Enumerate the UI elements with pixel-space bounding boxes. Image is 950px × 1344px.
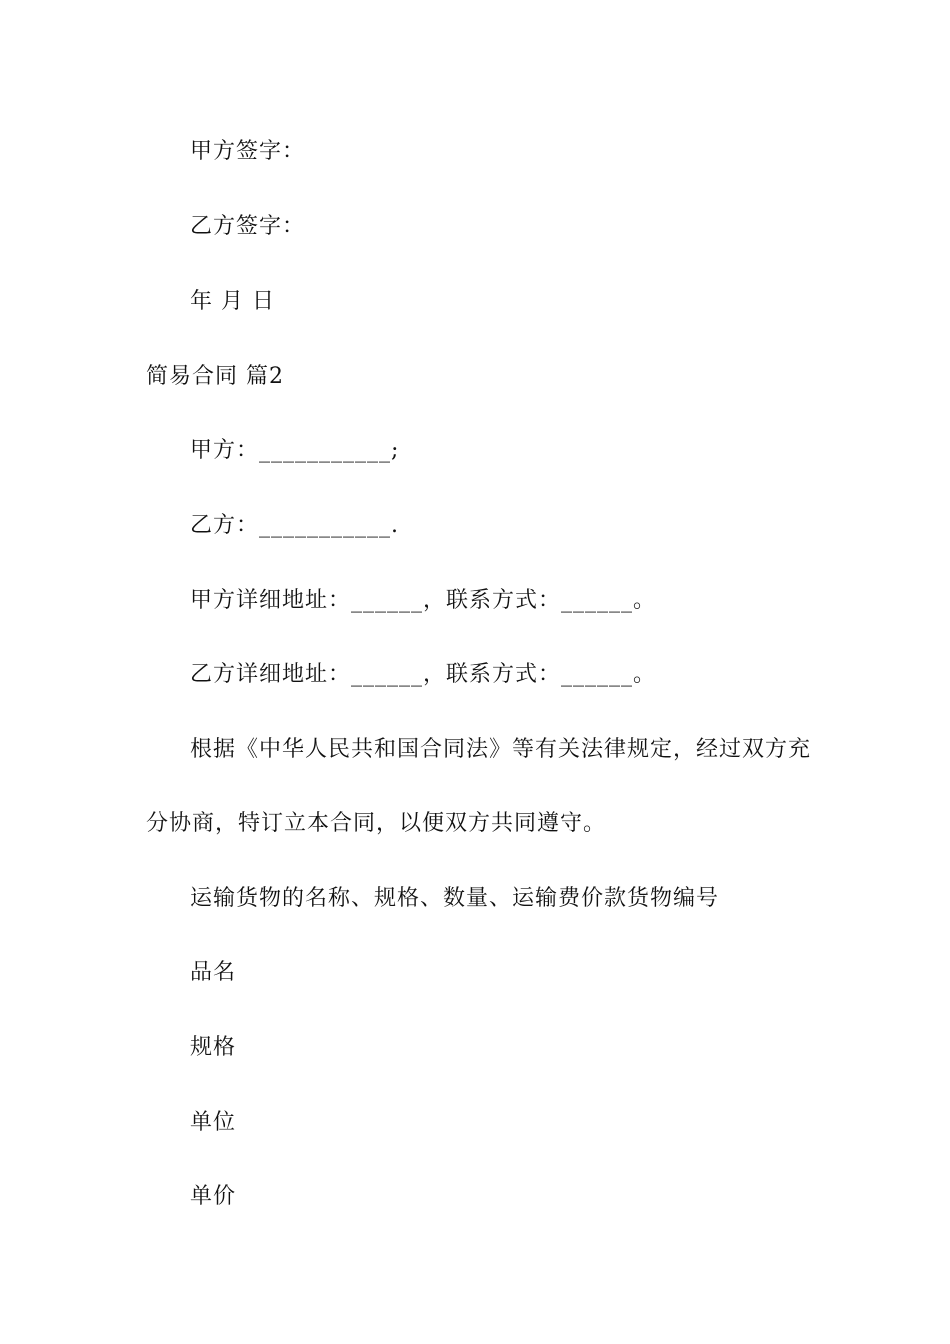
paragraph-line-1: 根据《中华人民共和国合同法》等有关法律规定，经过双方充 bbox=[190, 737, 812, 762]
party-b-address-line: 乙方详细地址：______，联系方式：______。 bbox=[190, 662, 657, 687]
field-unit-price: 单价 bbox=[190, 1184, 237, 1209]
party-a-line: 甲方：___________; bbox=[190, 438, 400, 463]
field-specification: 规格 bbox=[190, 1035, 237, 1060]
date-line: 年 月 日 bbox=[190, 289, 275, 314]
section-heading: 简易合同 篇2 bbox=[146, 364, 284, 389]
party-b-line: 乙方：___________. bbox=[190, 513, 399, 538]
party-a-address-line: 甲方详细地址：______，联系方式：______。 bbox=[190, 588, 657, 613]
party-a-signature-line: 甲方签字： bbox=[190, 139, 306, 164]
field-product-name: 品名 bbox=[190, 960, 237, 985]
goods-heading-line: 运输货物的名称、规格、数量、运输费价款货物编号 bbox=[190, 886, 720, 911]
party-b-signature-line: 乙方签字： bbox=[190, 214, 306, 239]
paragraph-line-2: 分协商，特订立本合同，以便双方共同遵守。 bbox=[146, 811, 607, 836]
field-unit: 单位 bbox=[190, 1110, 237, 1135]
